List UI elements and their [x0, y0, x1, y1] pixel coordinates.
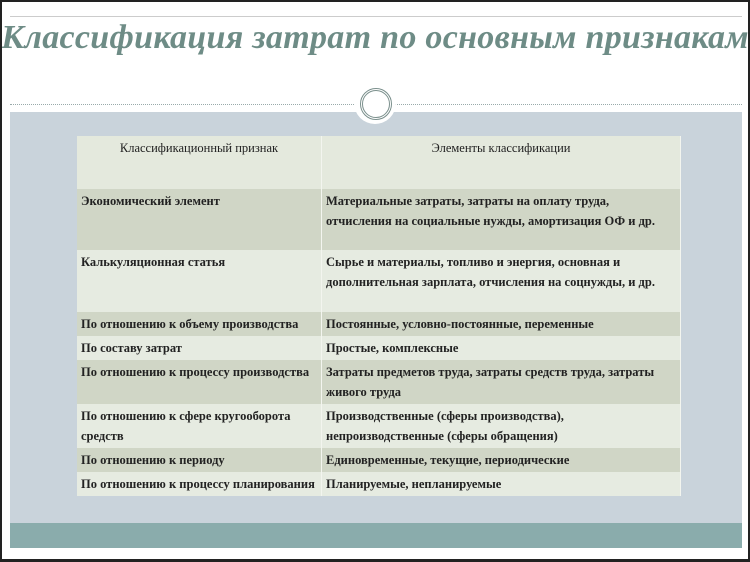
feature-cell: По отношению к сфере кругооборота средств	[77, 404, 322, 448]
feature-cell: Калькуляционная статья	[77, 250, 322, 312]
feature-cell: По составу затрат	[77, 336, 322, 360]
feature-cell: По отношению к объему производства	[77, 312, 322, 336]
slide-title: Классификация затрат по основным признакам	[1, 19, 749, 56]
header-feature: Классификационный признак	[77, 136, 322, 189]
elements-cell: Простые, комплексные	[322, 336, 681, 360]
elements-cell: Производственные (сферы производства), непроизводственные (сферы обращения)	[322, 404, 681, 448]
elements-cell: Материальные затраты, затраты на оплату труда, отчисления на социальные нужды, амортизация ОФ и др.	[322, 189, 681, 250]
feature-cell: По отношению к процессу производства	[77, 360, 322, 404]
elements-cell: Единовременные, текущие, периодические	[322, 448, 681, 472]
elements-cell: Затраты предметов труда, затраты средств труда, затраты живого труда	[322, 360, 681, 404]
feature-cell: Экономический элемент	[77, 189, 322, 250]
feature-cell: По отношению к периоду	[77, 448, 322, 472]
elements-cell: Планируемые, непланируемые	[322, 472, 681, 496]
feature-cell: По отношению к процессу планирования	[77, 472, 322, 496]
elements-cell: Постоянные, условно-постоянные, переменные	[322, 312, 681, 336]
header-elements: Элементы классификации	[322, 136, 681, 189]
elements-cell: Сырье и материалы, топливо и энергия, основная и дополнительная зарплата, отчисления на соцнужды, и др.	[322, 250, 681, 312]
